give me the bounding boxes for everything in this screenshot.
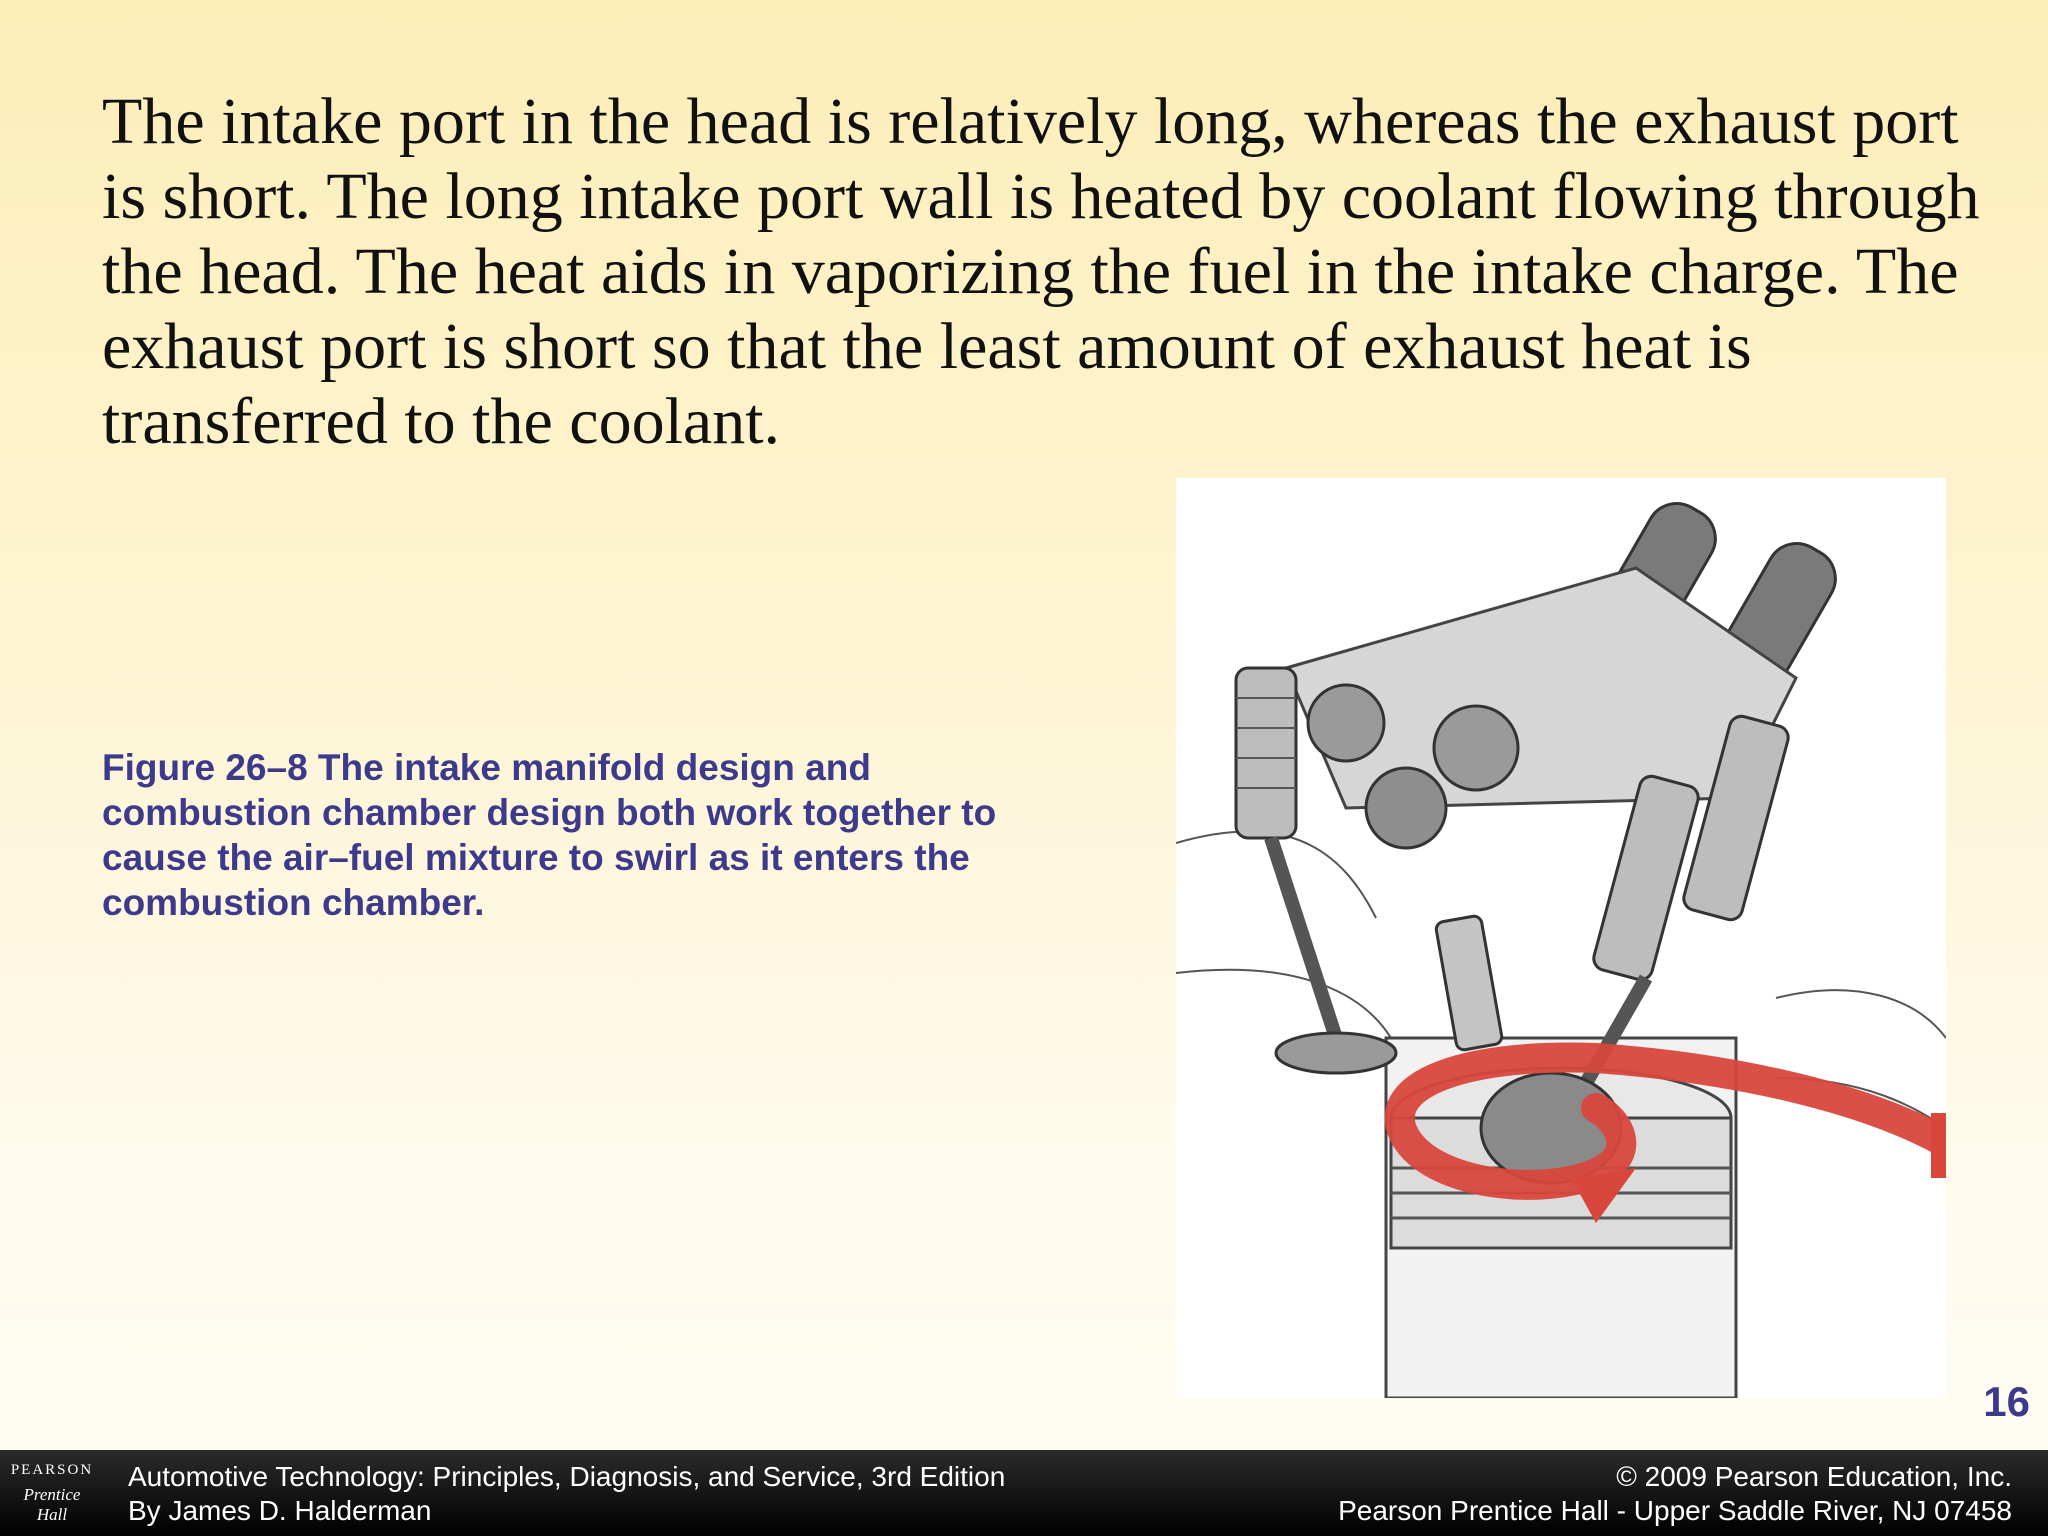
publisher: Pearson Prentice Hall - Upper Saddle River, NJ 07458 (1338, 1495, 2012, 1526)
pearson-prentice-hall-logo: PEARSON Prentice Hall (10, 1462, 94, 1524)
slide-body-text: The intake port in the head is relatively long, whereas the exhaust port is short. The long intake port wall is heated by coolant flowing through the head. The heat aids in vaporizing the fuel in the intake charge. The exhaust port is short so that the least amount of exhaust heat is transferred to the coolant. (102, 85, 1980, 458)
engine-illustration (1176, 478, 1946, 1398)
footer-bar (0, 1450, 2048, 1536)
page-number: 16 (1983, 1378, 2030, 1425)
book-title: Automotive Technology: Principles, Diagnosis, and Service, 3rd Edition (128, 1461, 1006, 1492)
author: By James D. Halderman (128, 1495, 432, 1526)
copyright: © 2009 Pearson Education, Inc. (1616, 1461, 2012, 1492)
figure-caption: Figure 26–8 The intake manifold design and combustion chamber design both work together to cause the air–fuel mixture to swirl as it enters the combustion chamber. (102, 747, 997, 923)
